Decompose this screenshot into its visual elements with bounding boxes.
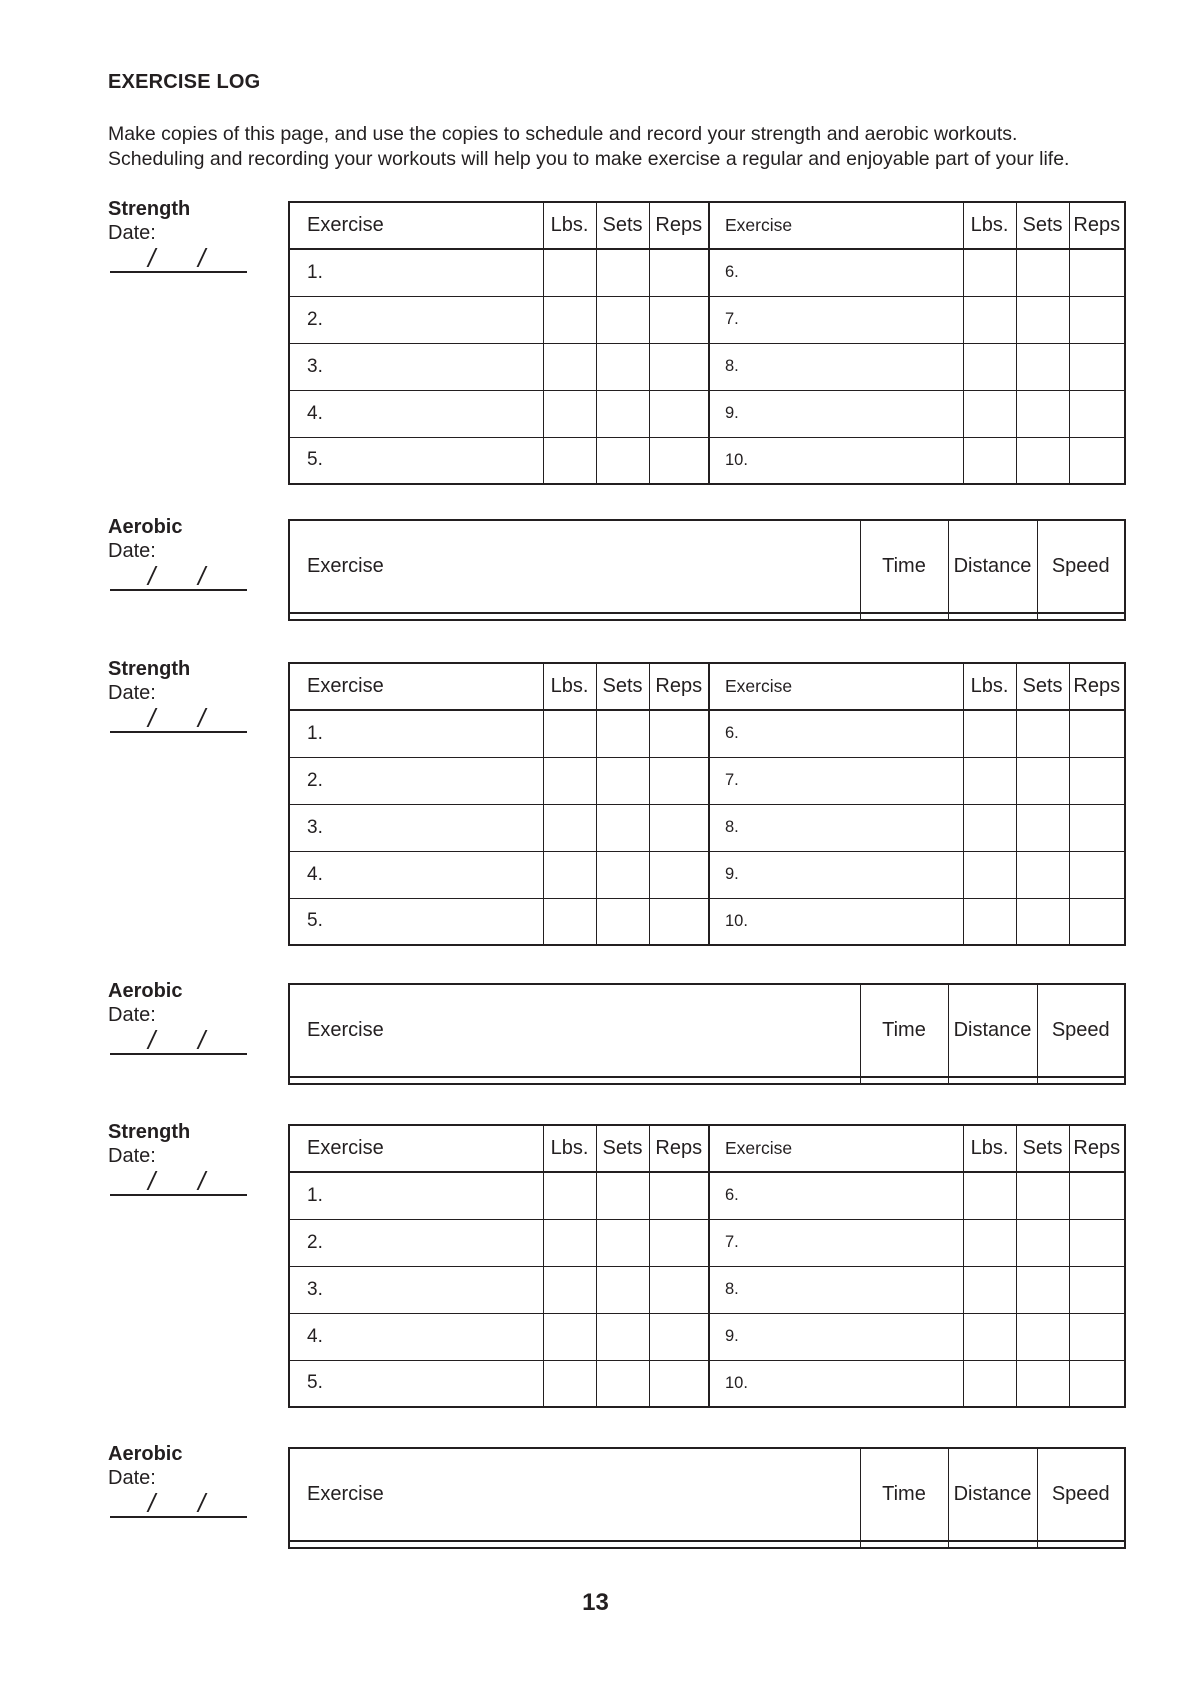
table-row	[289, 1219, 1125, 1266]
table-header-row	[289, 663, 1125, 710]
time-header: Time	[860, 984, 948, 1077]
sets-cell[interactable]	[596, 710, 649, 757]
time-cell[interactable]	[860, 1077, 948, 1084]
reps-cell[interactable]	[1069, 343, 1125, 390]
strength-date-block-3	[108, 1120, 248, 1196]
lbs-cell[interactable]	[543, 343, 596, 390]
reps-header: Reps	[1069, 663, 1125, 710]
sets-cell[interactable]	[1016, 1172, 1069, 1219]
distance-header: Distance	[948, 520, 1037, 613]
time-cell[interactable]	[860, 613, 948, 620]
row-number[interactable]: 8.	[709, 343, 963, 390]
reps-header: Reps	[1069, 1125, 1125, 1172]
lbs-header: Lbs.	[963, 1125, 1016, 1172]
sets-header: Sets	[596, 202, 649, 249]
reps-cell[interactable]	[1069, 710, 1125, 757]
aerobic-date-block-1	[108, 515, 248, 591]
date-slash: /	[148, 1025, 156, 1055]
table-header-row	[289, 1448, 1125, 1541]
reps-cell[interactable]	[649, 757, 709, 804]
aerobic-log-table-1	[288, 519, 1126, 621]
row-number[interactable]: 10.	[709, 898, 963, 945]
lbs-header: Lbs.	[963, 663, 1016, 710]
lbs-cell[interactable]	[543, 437, 596, 484]
row-number[interactable]: 5.	[289, 437, 543, 484]
lbs-cell[interactable]	[543, 296, 596, 343]
sets-cell[interactable]	[596, 390, 649, 437]
lbs-cell[interactable]	[963, 249, 1016, 296]
strength-log-table-3	[288, 1124, 1126, 1408]
intro-line-1: Make copies of this page, and use the copies to schedule and record your strength and aerobic workouts.	[108, 123, 1018, 145]
reps-cell[interactable]	[1069, 390, 1125, 437]
date-entry-line[interactable]	[110, 245, 247, 273]
distance-header: Distance	[948, 1448, 1037, 1541]
reps-cell[interactable]	[1069, 804, 1125, 851]
time-header: Time	[860, 1448, 948, 1541]
strength-log-table-1	[288, 201, 1126, 485]
date-entry-line[interactable]	[110, 1027, 247, 1055]
lbs-cell[interactable]	[963, 390, 1016, 437]
date-label: Date:	[108, 682, 156, 704]
time-cell[interactable]	[860, 1541, 948, 1548]
row-number[interactable]: 7.	[709, 757, 963, 804]
exercise-header: Exercise	[289, 520, 860, 613]
row-number[interactable]: 8.	[709, 1266, 963, 1313]
strength-label: Strength	[108, 198, 191, 220]
row-number[interactable]: 9.	[709, 390, 963, 437]
strength-log-table-2	[288, 662, 1126, 946]
exercise-cell[interactable]	[289, 1541, 860, 1548]
sets-cell[interactable]	[1016, 804, 1069, 851]
exercise-header: Exercise	[709, 663, 963, 710]
aerobic-label: Aerobic	[108, 1443, 183, 1465]
table-row	[289, 710, 1125, 757]
reps-cell[interactable]	[649, 249, 709, 296]
date-slash: /	[148, 1488, 156, 1518]
date-entry-line[interactable]	[110, 1490, 247, 1518]
sets-cell[interactable]	[1016, 249, 1069, 296]
table-row	[289, 1313, 1125, 1360]
row-number[interactable]: 4.	[289, 1313, 543, 1360]
distance-cell[interactable]	[948, 1541, 1037, 1548]
sets-cell[interactable]	[1016, 1313, 1069, 1360]
lbs-cell[interactable]	[963, 343, 1016, 390]
table-header-row	[289, 984, 1125, 1077]
exercise-cell[interactable]	[289, 613, 860, 620]
reps-cell[interactable]	[649, 1219, 709, 1266]
aerobic-label: Aerobic	[108, 980, 183, 1002]
strength-date-block-2	[108, 657, 248, 733]
distance-header: Distance	[948, 984, 1037, 1077]
intro-line-2: Scheduling and recording your workouts will help you to make exercise a regular and enjoyable part of your life.	[108, 148, 1070, 170]
reps-header: Reps	[649, 1125, 709, 1172]
date-label: Date:	[108, 540, 156, 562]
table-row	[289, 249, 1125, 296]
sets-cell[interactable]	[596, 1360, 649, 1407]
lbs-cell[interactable]	[543, 851, 596, 898]
table-row	[289, 296, 1125, 343]
sets-cell[interactable]	[596, 851, 649, 898]
date-slash: /	[148, 243, 156, 273]
row-number[interactable]: 1.	[289, 1172, 543, 1219]
lbs-cell[interactable]	[963, 1266, 1016, 1313]
aerobic-log-table-3	[288, 1447, 1126, 1549]
reps-cell[interactable]	[1069, 898, 1125, 945]
row-number[interactable]: 4.	[289, 390, 543, 437]
aerobic-date-block-3	[108, 1442, 248, 1518]
exercise-cell[interactable]	[289, 1077, 860, 1084]
lbs-cell[interactable]	[963, 757, 1016, 804]
table-row	[289, 343, 1125, 390]
exercise-header: Exercise	[709, 1125, 963, 1172]
sets-cell[interactable]	[1016, 1266, 1069, 1313]
reps-cell[interactable]	[649, 1172, 709, 1219]
reps-cell[interactable]	[649, 1313, 709, 1360]
reps-cell[interactable]	[1069, 1313, 1125, 1360]
lbs-cell[interactable]	[963, 296, 1016, 343]
sets-header: Sets	[596, 1125, 649, 1172]
sets-cell[interactable]	[1016, 1219, 1069, 1266]
sets-cell[interactable]	[1016, 1360, 1069, 1407]
reps-cell[interactable]	[649, 343, 709, 390]
sets-cell[interactable]	[1016, 757, 1069, 804]
table-header-row	[289, 520, 1125, 613]
reps-cell[interactable]	[1069, 1172, 1125, 1219]
distance-cell[interactable]	[948, 613, 1037, 620]
date-slash: /	[198, 1488, 206, 1518]
exercise-header: Exercise	[289, 1448, 860, 1541]
row-number[interactable]: 6.	[709, 1172, 963, 1219]
date-slash: /	[198, 1025, 206, 1055]
reps-cell[interactable]	[1069, 851, 1125, 898]
row-number[interactable]: 9.	[709, 851, 963, 898]
reps-cell[interactable]	[1069, 437, 1125, 484]
time-header: Time	[860, 520, 948, 613]
strength-date-block-1	[108, 197, 248, 273]
lbs-cell[interactable]	[543, 898, 596, 945]
row-number[interactable]: 8.	[709, 804, 963, 851]
page-title: EXERCISE LOG	[108, 71, 261, 93]
date-slash: /	[198, 1166, 206, 1196]
row-number[interactable]: 10.	[709, 1360, 963, 1407]
date-slash: /	[148, 703, 156, 733]
table-row	[289, 898, 1125, 945]
date-slash: /	[198, 561, 206, 591]
lbs-cell[interactable]	[543, 757, 596, 804]
lbs-cell[interactable]	[963, 851, 1016, 898]
lbs-cell[interactable]	[543, 710, 596, 757]
table-row	[289, 390, 1125, 437]
reps-cell[interactable]	[1069, 1360, 1125, 1407]
date-entry-line[interactable]	[110, 1168, 247, 1196]
reps-cell[interactable]	[1069, 1266, 1125, 1313]
lbs-cell[interactable]	[543, 1266, 596, 1313]
exercise-header: Exercise	[289, 1125, 543, 1172]
reps-cell[interactable]	[1069, 757, 1125, 804]
sets-header: Sets	[1016, 1125, 1069, 1172]
table-header-row	[289, 202, 1125, 249]
table-row	[289, 613, 1125, 620]
table-row	[289, 1541, 1125, 1548]
row-number[interactable]: 4.	[289, 851, 543, 898]
table-row	[289, 437, 1125, 484]
reps-header: Reps	[649, 202, 709, 249]
aerobic-label: Aerobic	[108, 516, 183, 538]
date-label: Date:	[108, 1467, 156, 1489]
row-number[interactable]: 10.	[709, 437, 963, 484]
lbs-cell[interactable]	[963, 1219, 1016, 1266]
speed-header: Speed	[1037, 520, 1125, 613]
intro-text	[108, 122, 1069, 172]
row-number[interactable]: 7.	[709, 296, 963, 343]
reps-cell[interactable]	[649, 1266, 709, 1313]
reps-cell[interactable]	[649, 804, 709, 851]
row-number[interactable]: 1.	[289, 710, 543, 757]
date-slash: /	[148, 561, 156, 591]
lbs-cell[interactable]	[543, 390, 596, 437]
date-label: Date:	[108, 1004, 156, 1026]
lbs-header: Lbs.	[543, 1125, 596, 1172]
strength-label: Strength	[108, 658, 191, 680]
reps-cell[interactable]	[649, 296, 709, 343]
date-label: Date:	[108, 222, 156, 244]
speed-header: Speed	[1037, 984, 1125, 1077]
date-label: Date:	[108, 1145, 156, 1167]
reps-cell[interactable]	[649, 1360, 709, 1407]
lbs-cell[interactable]	[543, 249, 596, 296]
table-row	[289, 1077, 1125, 1084]
sets-cell[interactable]	[596, 437, 649, 484]
row-number[interactable]: 2.	[289, 757, 543, 804]
lbs-cell[interactable]	[543, 1360, 596, 1407]
table-row	[289, 804, 1125, 851]
sets-cell[interactable]	[596, 1219, 649, 1266]
speed-header: Speed	[1037, 1448, 1125, 1541]
lbs-cell[interactable]	[963, 898, 1016, 945]
reps-cell[interactable]	[1069, 1219, 1125, 1266]
speed-cell[interactable]	[1037, 1541, 1125, 1548]
reps-header: Reps	[649, 663, 709, 710]
reps-cell[interactable]	[649, 710, 709, 757]
reps-cell[interactable]	[649, 437, 709, 484]
table-row	[289, 757, 1125, 804]
reps-cell[interactable]	[649, 851, 709, 898]
sets-cell[interactable]	[596, 296, 649, 343]
lbs-cell[interactable]	[963, 710, 1016, 757]
date-slash: /	[198, 243, 206, 273]
row-number[interactable]: 6.	[709, 249, 963, 296]
speed-cell[interactable]	[1037, 1077, 1125, 1084]
reps-cell[interactable]	[649, 390, 709, 437]
row-number[interactable]: 1.	[289, 249, 543, 296]
lbs-header: Lbs.	[963, 202, 1016, 249]
table-row	[289, 851, 1125, 898]
lbs-cell[interactable]	[543, 1172, 596, 1219]
row-number[interactable]: 9.	[709, 1313, 963, 1360]
sets-cell[interactable]	[1016, 343, 1069, 390]
lbs-cell[interactable]	[963, 1313, 1016, 1360]
distance-cell[interactable]	[948, 1077, 1037, 1084]
sets-cell[interactable]	[596, 1172, 649, 1219]
exercise-header: Exercise	[289, 663, 543, 710]
date-entry-line[interactable]	[110, 705, 247, 733]
reps-header: Reps	[1069, 202, 1125, 249]
sets-cell[interactable]	[1016, 296, 1069, 343]
lbs-header: Lbs.	[543, 202, 596, 249]
sets-cell[interactable]	[596, 249, 649, 296]
sets-header: Sets	[596, 663, 649, 710]
sets-cell[interactable]	[1016, 851, 1069, 898]
lbs-cell[interactable]	[963, 437, 1016, 484]
table-row	[289, 1266, 1125, 1313]
lbs-header: Lbs.	[543, 663, 596, 710]
strength-label: Strength	[108, 1121, 191, 1143]
lbs-cell[interactable]	[963, 804, 1016, 851]
sets-cell[interactable]	[596, 804, 649, 851]
page-number: 13	[582, 1589, 609, 1616]
row-number[interactable]: 2.	[289, 1219, 543, 1266]
row-number[interactable]: 3.	[289, 1266, 543, 1313]
sets-cell[interactable]	[596, 343, 649, 390]
lbs-cell[interactable]	[543, 1313, 596, 1360]
lbs-cell[interactable]	[543, 1219, 596, 1266]
row-number[interactable]: 6.	[709, 710, 963, 757]
sets-cell[interactable]	[1016, 898, 1069, 945]
row-number[interactable]: 5.	[289, 898, 543, 945]
sets-header: Sets	[1016, 663, 1069, 710]
table-row	[289, 1360, 1125, 1407]
date-slash: /	[198, 703, 206, 733]
reps-cell[interactable]	[1069, 249, 1125, 296]
row-number[interactable]: 3.	[289, 804, 543, 851]
reps-cell[interactable]	[649, 898, 709, 945]
date-entry-line[interactable]	[110, 563, 247, 591]
sets-cell[interactable]	[1016, 390, 1069, 437]
row-number[interactable]: 5.	[289, 1360, 543, 1407]
exercise-header: Exercise	[709, 202, 963, 249]
aerobic-log-table-2	[288, 983, 1126, 1085]
row-number[interactable]: 2.	[289, 296, 543, 343]
lbs-cell[interactable]	[963, 1360, 1016, 1407]
table-row	[289, 1172, 1125, 1219]
date-slash: /	[148, 1166, 156, 1196]
sets-cell[interactable]	[596, 1266, 649, 1313]
speed-cell[interactable]	[1037, 613, 1125, 620]
sets-cell[interactable]	[596, 898, 649, 945]
exercise-header: Exercise	[289, 202, 543, 249]
sets-header: Sets	[1016, 202, 1069, 249]
lbs-cell[interactable]	[963, 1172, 1016, 1219]
sets-cell[interactable]	[1016, 710, 1069, 757]
sets-cell[interactable]	[1016, 437, 1069, 484]
row-number[interactable]: 7.	[709, 1219, 963, 1266]
reps-cell[interactable]	[1069, 296, 1125, 343]
row-number[interactable]: 3.	[289, 343, 543, 390]
exercise-header: Exercise	[289, 984, 860, 1077]
table-header-row	[289, 1125, 1125, 1172]
lbs-cell[interactable]	[543, 804, 596, 851]
aerobic-date-block-2	[108, 979, 248, 1055]
sets-cell[interactable]	[596, 757, 649, 804]
sets-cell[interactable]	[596, 1313, 649, 1360]
